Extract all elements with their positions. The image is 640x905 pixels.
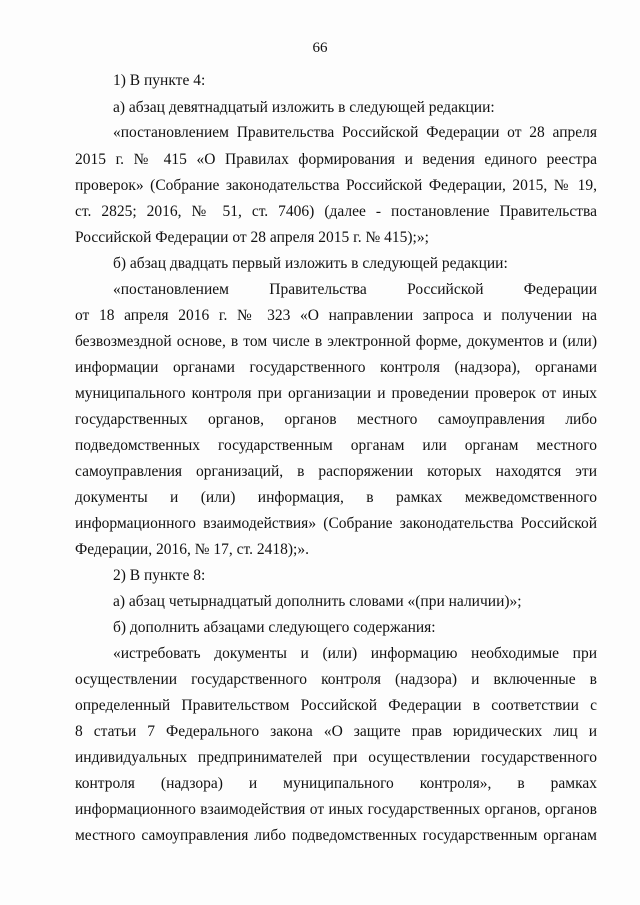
text-line: проверок» (Собрание законодательства Российской Федерации, 2015, № 19,: [75, 177, 597, 194]
text-line: безвозмездной основе, в том числе в электронной форме, документов и (или): [75, 333, 597, 350]
text-line: б) абзац двадцать первый изложить в следующей редакции:: [113, 255, 508, 272]
text-line: контроля (надзора) и муниципального контроля», в рамках: [75, 775, 597, 792]
text-line: а) абзац девятнадцатый изложить в следующей редакции:: [113, 99, 495, 116]
text-line: ст. 2825; 2016, № 51, ст. 7406) (далее - постановление Правительства: [75, 203, 597, 220]
text-line: муниципального контроля при организации и проведении проверок от иных: [75, 385, 597, 402]
text-line: определенный Правительством Российской Федерации в соответствии с: [75, 697, 597, 714]
text-line: подведомственных государственным органам или органам местного: [75, 437, 597, 454]
text-line: б) дополнить абзацами следующего содержания:: [113, 619, 436, 636]
text-line: документы и (или) информация, в рамках межведомственного: [75, 489, 597, 506]
text-line: «постановлением Правительства Российской Федерации от 28 апреля: [113, 124, 597, 141]
text-line: от 18 апреля 2016 г. № 323 «О направлении запроса и получении на: [75, 307, 597, 324]
text-line: 2015 г. № 415 «О Правилах формирования и ведения единого реестра: [75, 151, 597, 168]
text-line: осуществлении государственного контроля (надзора) и включенные в: [75, 671, 597, 688]
text-line: «постановлением Правительства Российской Федерации: [113, 281, 597, 298]
text-line: информационного взаимодействия от иных государственных органов, органов: [75, 801, 597, 818]
text-line: информационного взаимодействия» (Собрание законодательства Российской: [75, 515, 597, 532]
page-number: 66: [312, 40, 328, 56]
text-line: Российской Федерации от 28 апреля 2015 г. № 415);»;: [75, 229, 429, 246]
text-line: а) абзац четырнадцатый дополнить словами «(при наличии)»;: [113, 593, 522, 610]
text-line: государственных органов, органов местного самоуправления либо: [75, 411, 597, 428]
text-line: 1) В пункте 4:: [113, 72, 206, 89]
text-line: местного самоуправления либо подведомственных государственным органам: [75, 827, 597, 844]
text-line: самоуправления организаций, в распоряжении которых находятся эти: [75, 463, 597, 480]
text-line: 8 статьи 7 Федерального закона «О защите прав юридических лиц и: [75, 723, 597, 740]
text-line: индивидуальных предпринимателей при осуществлении государственного: [75, 749, 597, 766]
text-line: «истребовать документы и (или) информацию необходимые при: [113, 645, 597, 662]
text-line: 2) В пункте 8:: [113, 567, 206, 584]
text-line: информации органами государственного контроля (надзора), органами: [75, 359, 597, 376]
text-line: Федерации, 2016, № 17, ст. 2418);».: [75, 541, 309, 558]
